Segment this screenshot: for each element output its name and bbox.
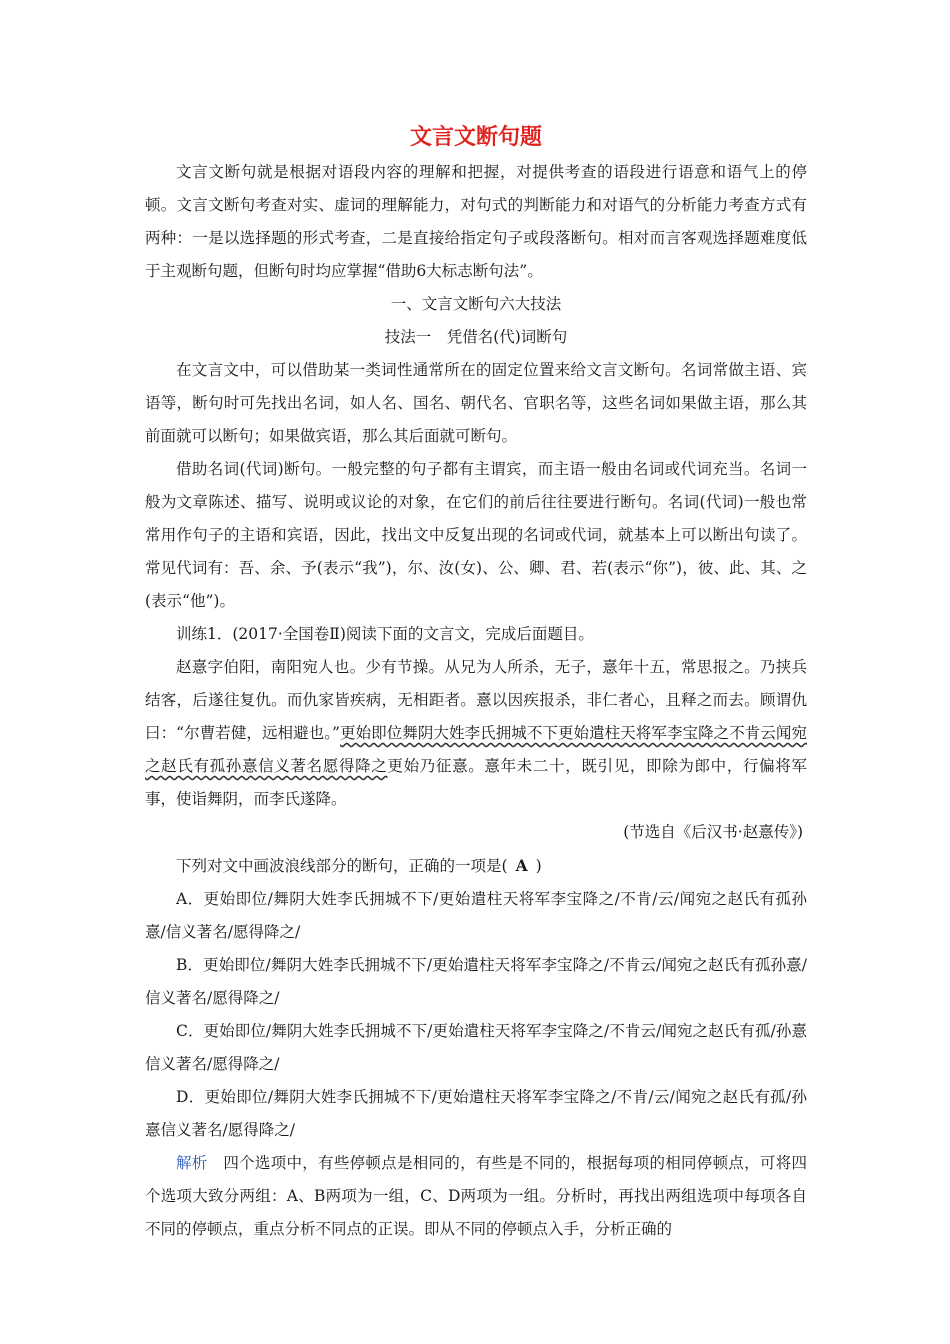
page-title: 文言文断句题: [409, 124, 542, 150]
paragraph-noun-position: 在文言文中，可以借助某一类词性通常所在的固定位置来给文言文断句。名词常做主语、宾语等，断句时可先找出名词，如人名、国名、朝代名、官职名等，这些名词如果做主语，那么其前面就可以断句；如果做宾语，那么其后面就可断句。: [145, 361, 807, 445]
technique-heading: 技法一 凭借名(代)词断句: [384, 328, 568, 346]
source-citation: (节选自《后汉书·赵憙传》): [623, 823, 803, 841]
question-stem-text: 下列对文中画波浪线部分的断句，正确的一项是(: [176, 857, 508, 875]
section-heading: 一、文言文断句六大技法: [390, 295, 562, 313]
option-b: B．更始即位/舞阴大姓李氏拥城不下/更始遣柱天将军李宝降之/不肯云/闻宛之赵氏有孤孙憙/信义著名/愿得降之/: [145, 956, 807, 1007]
document-page: [145, 120, 807, 1246]
analysis-label: 解析: [176, 1154, 208, 1172]
paragraph-noun-pronoun: 借助名词(代词)断句。一般完整的句子都有主谓宾，而主语一般由名词或代词充当。名词一般为文章陈述、描写、说明或议论的对象，在它们的前后往往要进行断句。名词(代词)一般也常常用作句子的主语和宾语，因此，找出文中反复出现的名词或代词，就基本上可以断出句读了。常见代词有：吾、余、予(表示“我”)，尔、汝(女)、公、卿、君、若(表示“你”)，彼、此、其、之(表示“他”)。: [145, 460, 807, 610]
question-stem-close: ): [535, 857, 542, 875]
intro-paragraph: 文言文断句就是根据对语段内容的理解和把握，对提供考查的语段进行语意和语气上的停顿。文言文断句考查对实、虚词的理解能力，对句式的判断能力和对语气的分析能力考查方式有两种：一是以选择题的形式考查，二是直接给指定句子或段落断句。相对而言客观选择题难度低于主观断句题，但断句时均应掌握“借助6大标志断句法”。: [145, 163, 807, 280]
passage-part-2: 更始乃征憙。憙年未二十，既引见，即除为郎中，行偏将军事，使诣舞阴，而李氏遂降。: [145, 757, 807, 808]
exercise-intro: 训练1．(2017·全国卷Ⅱ)阅读下面的文言文，完成后面题目。: [176, 625, 594, 643]
analysis-paragraph: [145, 1147, 807, 1246]
classical-passage: [145, 651, 807, 816]
analysis-text: 四个选项中，有些停顿点是相同的，有些是不同的，根据每项的相同停顿点，可将四个选项大致分两组：A、B两项为一组，C、D两项为一组。分析时，再找出两组选项中每项各自不同的停顿点，重点分析不同点的正误。即从不同的停顿点入手，分析正确的: [145, 1154, 807, 1238]
option-c: C．更始即位/舞阴大姓李氏拥城不下/更始遣柱天将军李宝降之/不肯云/闻宛之赵氏有孤/孙憙信义著名/愿得降之/: [145, 1022, 807, 1073]
option-d: D．更始即位/舞阴大姓李氏拥城不下/更始遣柱天将军李宝降之/不肯/云/闻宛之赵氏有孤/孙憙信义著名/愿得降之/: [145, 1088, 807, 1139]
answer-letter: A: [515, 856, 528, 875]
question-stem: [145, 849, 807, 883]
option-a: A．更始即位/舞阴大姓李氏拥城不下/更始遣柱天将军李宝降之/不肯/云/闻宛之赵氏有孤孙憙/信义著名/愿得降之/: [145, 890, 807, 941]
passage-part-1: 赵憙字伯阳，南阳宛人也。少有节操。从兄为人所杀，无子，憙年十五，常思报之。乃挟兵结客，后遂往复仇。而仇家皆疾病，无相距者。憙以因疾报杀，非仁者心，且释之而去。顾谓仇曰：“尔曹若健，远相避也。”: [145, 658, 807, 742]
wavy-underlined-passage: 更始即位舞阴大姓李氏拥城不下更始遣柱天将军李宝降之不肯云闻宛之赵氏有孤孙憙信义著名愿得降之: [145, 724, 807, 775]
